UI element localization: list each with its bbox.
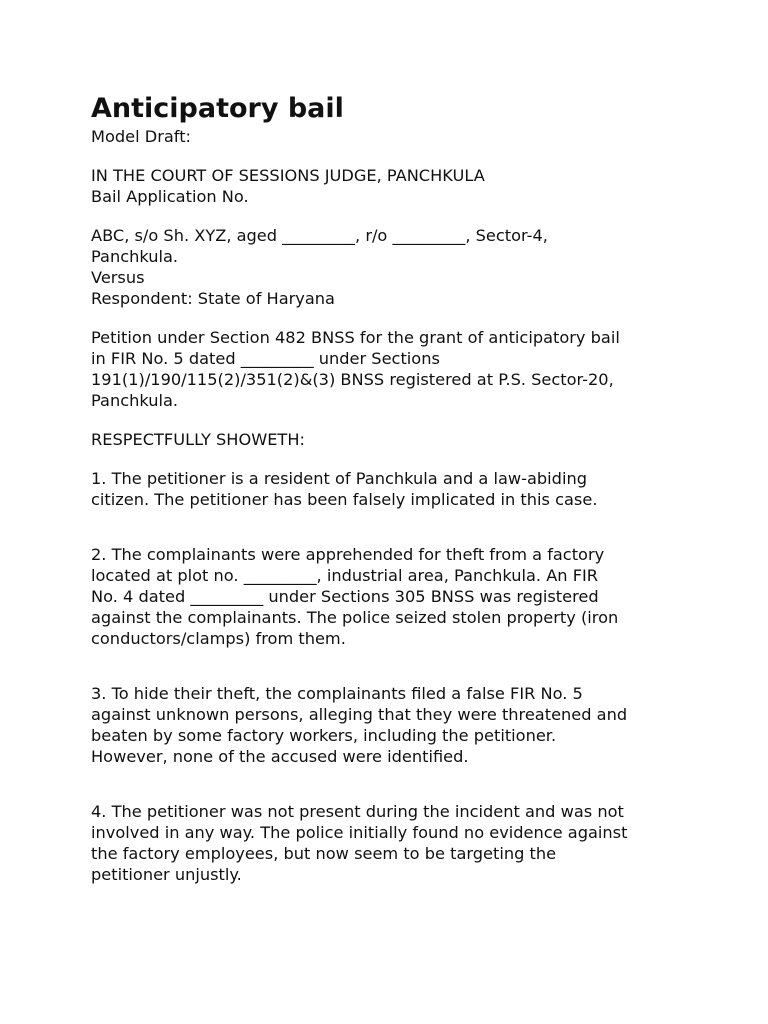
paragraph-line: 1. The petitioner is a resident of Panchkula and a law-abiding [91, 469, 587, 488]
document-subtitle: Model Draft: [91, 127, 192, 146]
petition-line: Panchkula. [91, 391, 179, 410]
court-heading: IN THE COURT OF SESSIONS JUDGE, PANCHKULA [91, 166, 485, 185]
petitioner-line: ABC, s/o Sh. XYZ, aged _________, r/o _________, Sector-4, [91, 226, 548, 245]
paragraph-line: citizen. The petitioner has been falsely implicated in this case. [91, 490, 598, 509]
paragraph-line: However, none of the accused were identified. [91, 747, 469, 766]
versus-label: Versus [91, 268, 145, 287]
document-title: Anticipatory bail [91, 93, 344, 124]
paragraph-1 [91, 468, 691, 510]
showeth-heading: RESPECTFULLY SHOWETH: [91, 430, 305, 449]
paragraph-line: involved in any way. The police initially found no evidence against [91, 823, 628, 842]
paragraph-4 [91, 801, 691, 885]
paragraph-line: against unknown persons, alleging that they were threatened and [91, 705, 628, 724]
respondent-line: Respondent: State of Haryana [91, 289, 335, 308]
paragraph-line: beaten by some factory workers, including the petitioner. [91, 726, 557, 745]
paragraph-3 [91, 683, 691, 767]
parties-block [91, 225, 691, 309]
petition-paragraph [91, 327, 691, 411]
petition-line: in FIR No. 5 dated _________ under Sections [91, 349, 440, 368]
paragraph-line: 2. The complainants were apprehended for theft from a factory [91, 545, 605, 564]
paragraph-line: against the complainants. The police seized stolen property (iron [91, 608, 619, 627]
paragraph-2 [91, 544, 691, 649]
paragraph-line: the factory employees, but now seem to be targeting the [91, 844, 557, 863]
petitioner-line: Panchkula. [91, 247, 179, 266]
petition-line: Petition under Section 482 BNSS for the grant of anticipatory bail [91, 328, 620, 347]
application-number: Bail Application No. [91, 187, 249, 206]
petition-line: 191(1)/190/115(2)/351(2)&(3) BNSS registered at P.S. Sector-20, [91, 370, 614, 389]
court-heading-block [91, 165, 691, 207]
paragraph-line: petitioner unjustly. [91, 865, 242, 884]
paragraph-line: located at plot no. _________, industrial area, Panchkula. An FIR [91, 566, 599, 585]
document-body [91, 92, 691, 885]
paragraph-line: conductors/clamps) from them. [91, 629, 346, 648]
paragraph-line: 3. To hide their theft, the complainants filed a false FIR No. 5 [91, 684, 583, 703]
paragraph-line: 4. The petitioner was not present during the incident and was not [91, 802, 624, 821]
paragraph-line: No. 4 dated _________ under Sections 305 BNSS was registered [91, 587, 599, 606]
